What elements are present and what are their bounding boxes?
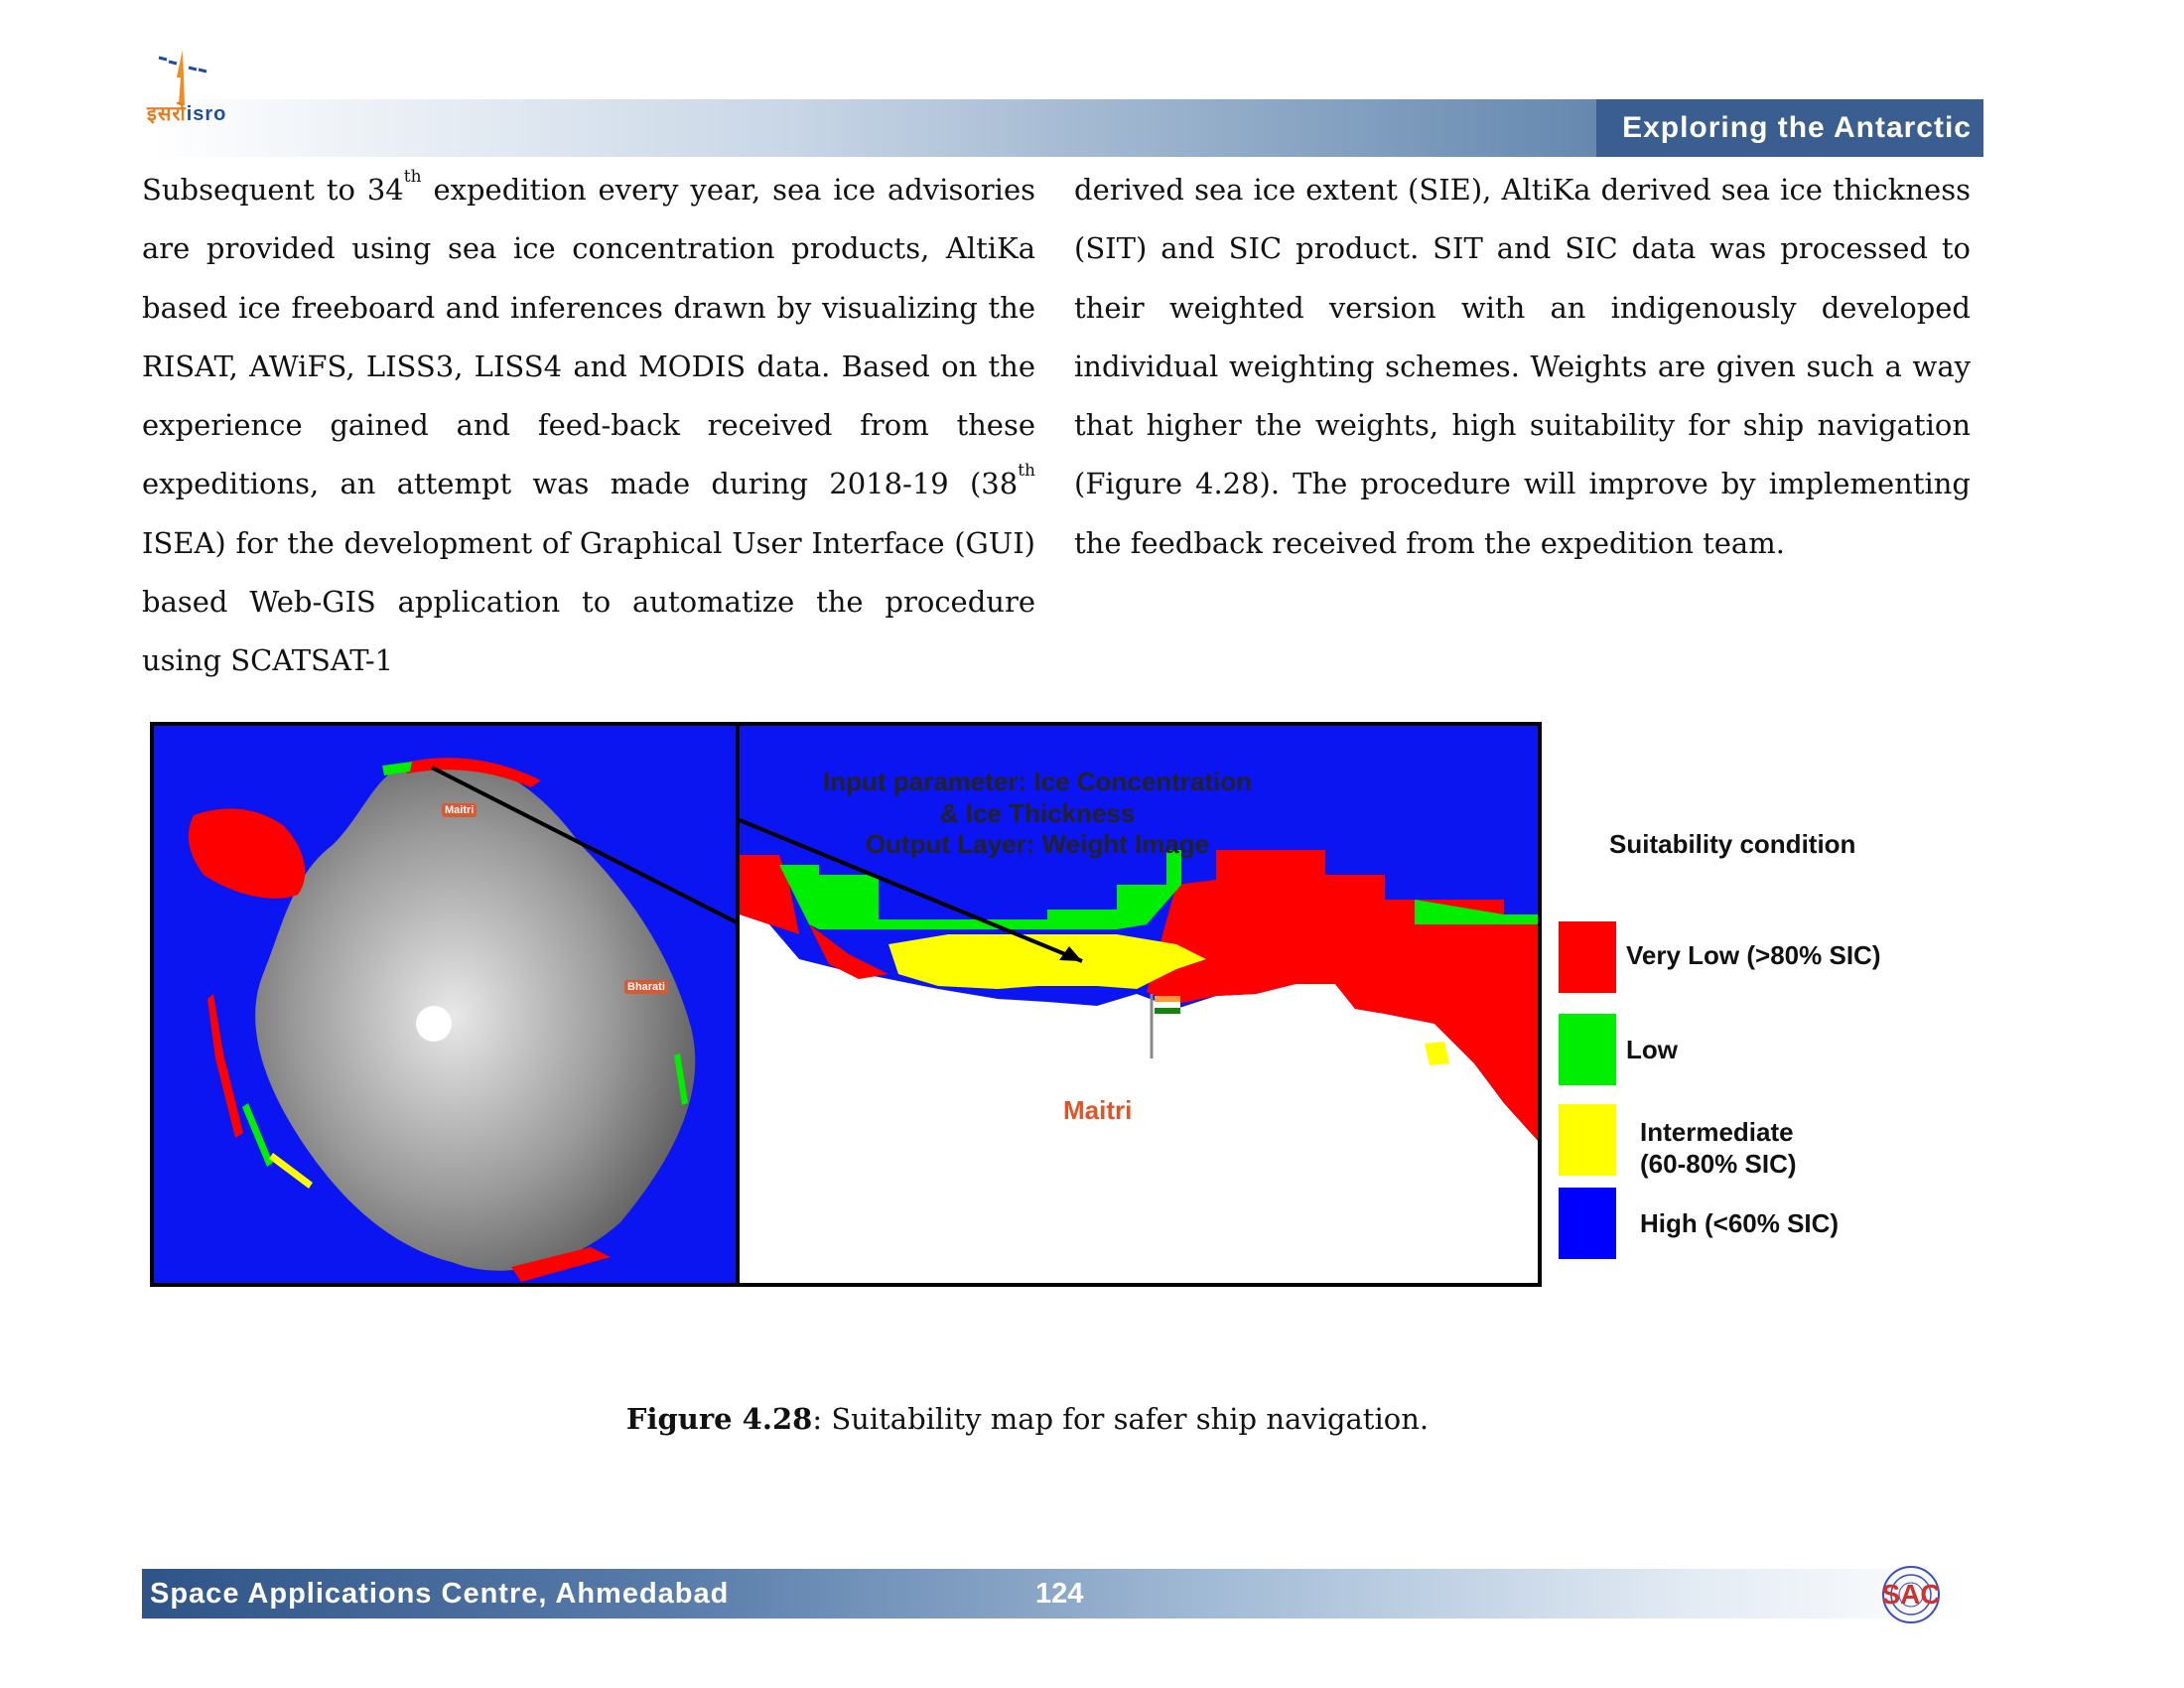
isro-logo-text: इसरोisro — [147, 103, 227, 125]
input-parameter-label: Input parameter: Ice Concentration — [823, 767, 1252, 796]
maitri-tag: Maitri — [442, 803, 477, 817]
legend-item-high: High (<60% SIC) — [1559, 1188, 1976, 1259]
footer-org: Space Applications Centre, Ahmedabad — [150, 1578, 730, 1610]
legend-item-very-low: Very Low (>80% SIC) — [1559, 921, 1976, 993]
legend-swatch-blue — [1559, 1188, 1616, 1259]
page-number: 124 — [1035, 1578, 1084, 1610]
footer-band — [142, 1569, 1969, 1618]
output-layer-label: Output Layer: Weight Image — [865, 829, 1210, 859]
legend-title: Suitability condition — [1609, 829, 1856, 859]
sac-logo-icon — [1856, 1563, 1966, 1626]
section-title-box — [1596, 99, 1983, 157]
body-text-left: Subsequent to 34th expedition every year, sea ice advisories are provided using sea ice concentration products, AltiKa based ice freeboard and inferences drawn by visualizing the RISAT, AWiFS, LISS3, LISS4 and MODIS data. Based on the experience gained and feed-back received from these expeditions, an attempt was made during 2018-19 (38th ISEA) for the development of Graphical User Interface (GUI) based Web-GIS application to automatize the procedure using SCATSAT-1 — [142, 167, 1035, 678]
bharati-tag: Bharati — [624, 980, 668, 994]
legend-swatch-green — [1559, 1014, 1616, 1085]
antarctica-map — [150, 722, 742, 1287]
maitri-station-label: Maitri — [1063, 1095, 1133, 1125]
figure-caption: Figure 4.28: Suitability map for safer ship navigation. — [625, 1402, 1430, 1436]
section-title: Exploring the Antarctic — [1622, 111, 1972, 144]
input-parameter-label-2: & Ice Thickness — [939, 798, 1136, 828]
legend-swatch-red — [1559, 921, 1616, 993]
figure-4-28 — [150, 722, 1540, 1293]
legend-item-low: Low — [1559, 1014, 1976, 1085]
svg-text:SAC: SAC — [1881, 1579, 1941, 1610]
legend-swatch-yellow — [1559, 1104, 1616, 1176]
legend-item-intermediate: Intermediate (60-80% SIC) — [1559, 1104, 1976, 1176]
zoomed-weight-map — [736, 722, 1542, 1287]
header-band — [149, 99, 1983, 157]
body-text-right: derived sea ice extent (SIE), AltiKa derived sea ice thickness (SIT) and SIC product. SIT and SIC data was processed to their weighted version with an indigenously developed individual weighting schemes. Weights are given such a way that higher the weights, high suitability for ship navigation (Figure 4.28). The procedure will improve by implementing the feedback received from the expedition team. — [1074, 173, 1971, 560]
